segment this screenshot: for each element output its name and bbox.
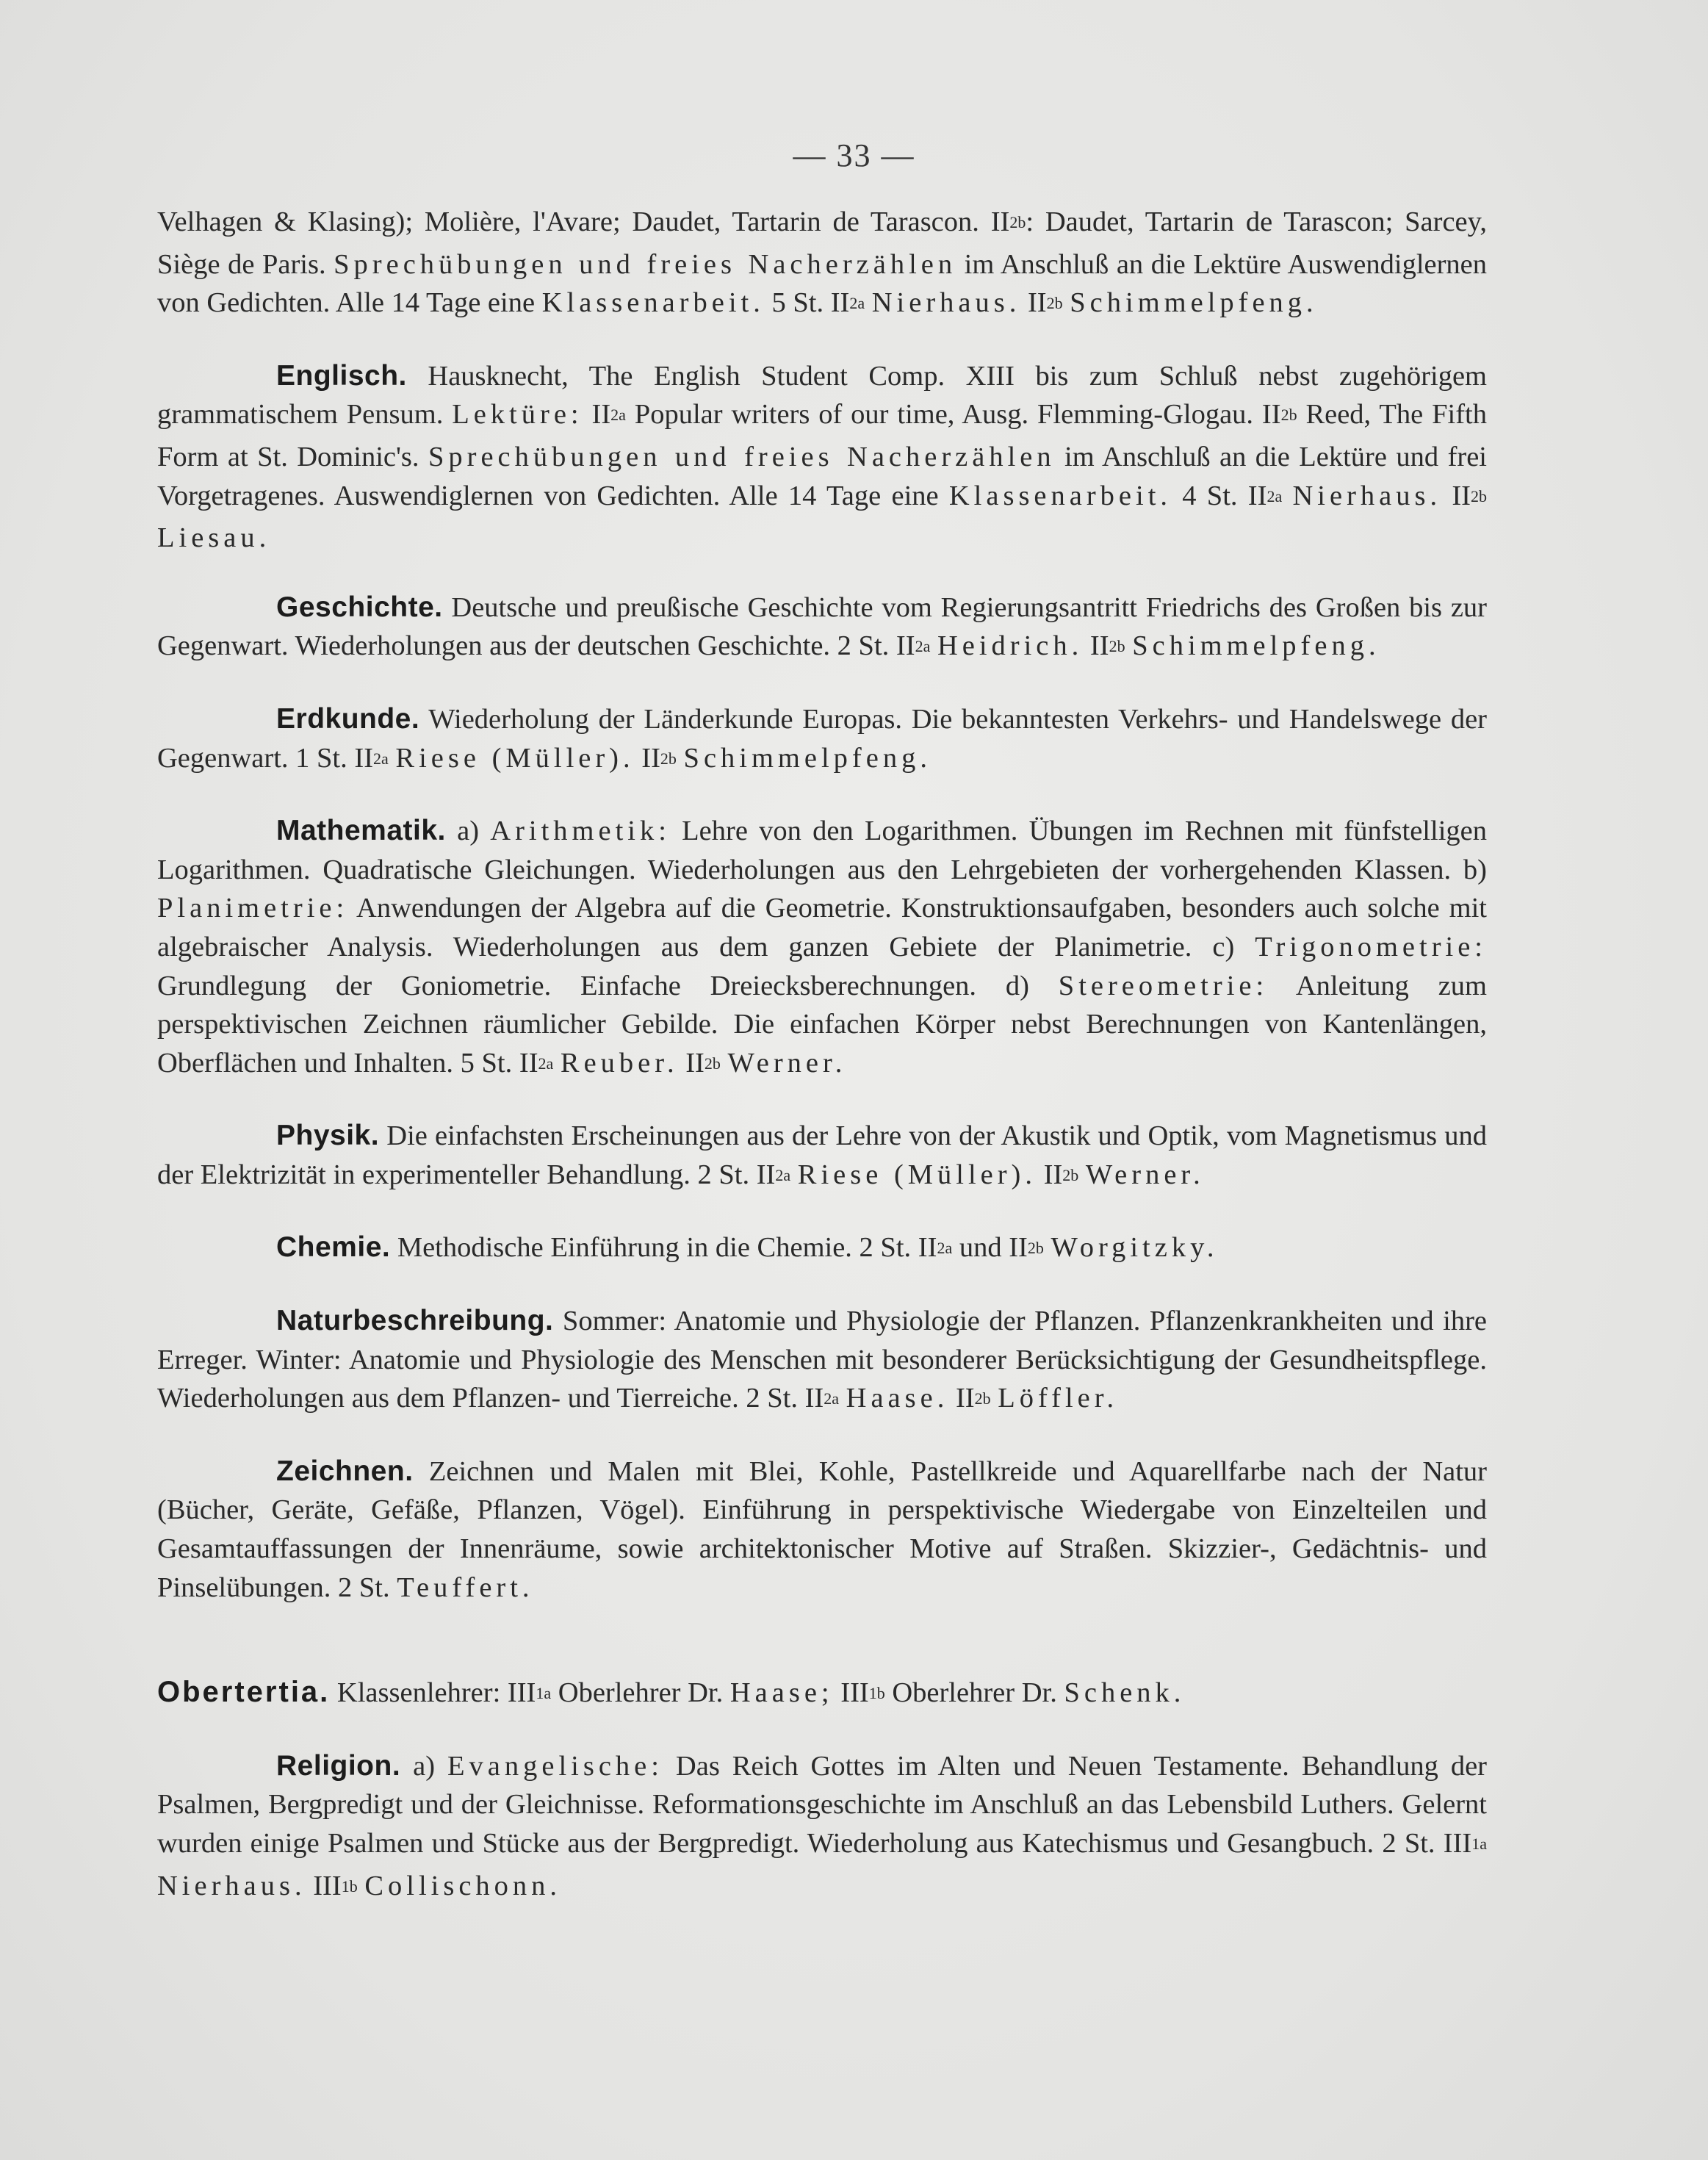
class-label: 2a [775,1165,791,1184]
text-run: II [1083,630,1109,662]
paragraph-mathematik [157,812,1487,1086]
section-heading-chemie: Chemie. [276,1231,391,1264]
spaced-text: Trigonometrie: [1255,931,1487,962]
class-label: 2b [974,1389,991,1408]
text-run: Oberlehrer Dr. [551,1677,730,1709]
teacher-name: Collischonn. [364,1870,562,1901]
teacher-name: Werner. [727,1047,847,1079]
class-label: 1b [341,1876,358,1896]
spaced-text: Sprechübungen und freies Nacherzählen [334,248,957,280]
section-heading-englisch: Englisch. [276,359,407,392]
text-run: a) [400,1750,448,1782]
text-run: II [1037,1159,1063,1190]
spaced-text: Sprechübungen und freies Nacherzählen [428,441,1056,472]
text-run: im Anschluß an die Lektüre Auswendiglernen von Gedichten. Alle 14 Tage eine [157,248,1488,319]
class-label: 2a [915,637,931,656]
class-heading-obertertia [157,1673,1487,1716]
text-run: Wiederholung der Länderkunde Europas. Die bekanntesten Verkehrs- und Handelswege der Gegenwart. 1 St. II [157,703,1487,774]
teacher-name: Haase. [846,1383,949,1414]
text-run: Reed, The Fifth Form at St. Dominic's. [157,399,1487,472]
text-run: im Anschluß an die Lektüre und frei Vorgetragenes. Auswendiglernen von Gedichten. Alle 14 Tage eine [157,441,1488,511]
text-run: a) [445,816,491,847]
class-label: 2b [1027,1239,1044,1258]
class-label: 2b [1046,294,1063,313]
class-label: 2a [849,294,865,313]
spaced-text: Arithmetik: [490,816,671,847]
text-run: Deutsche und preußische Geschichte vom Regierungsantritt Friedrichs des Großen bis zur Gegenwart. Wiederholungen aus der deutschen Geschichte. 2 St. II [157,591,1487,662]
class-label: 2b [1109,637,1125,656]
teacher-name: Liesau. [157,522,271,554]
text-run: Zeichnen und Malen mit Blei, Kohle, Pastellkreide und Aquarellfarbe nach der Natur (Bücher, Geräte, Gefäße, Pflanzen, Vögel). Einführung in perspektivische Wiedergabe von Einzelteilen und Gesamtauffassungen der Innenräume, sowie architektonischer Motive auf Straßen. Skizzier-, Gedächtnis- und Pinselübungen. 2 St. [157,1455,1487,1603]
teacher-name: Werner. [1085,1159,1205,1190]
spaced-text: Planimetrie: [157,893,349,924]
text-run: II [948,1383,975,1414]
class-label: 2b [704,1054,721,1073]
teacher-name: Löffler. [998,1383,1119,1414]
page-number: — 33 — [793,137,915,173]
paragraph-englisch [157,357,1487,558]
text-run: II [583,399,611,431]
teacher-name: Schimmelpfeng. [1070,287,1318,319]
teacher-name: Teuffert. [397,1572,534,1603]
class-label: 2a [1266,486,1283,505]
text-run: III [833,1677,869,1709]
spaced-text: Stereometrie: [1058,970,1269,1001]
section-heading-religion: Religion. [276,1749,401,1782]
text-run: Sommer: Anatomie und Physiologie der Pflanzen. Pflanzenkrankheiten und ihre Erreger. Winter: Anatomie und Physiologie des Menschen mit besonderer Berücksichtigung der Gesundheitspflege. Wiederholungen aus dem Pflanzen- und Tierreiche. 2 St. II [157,1306,1487,1414]
text-run: Hausknecht, The English Student Comp. XIII bis zum Schluß nebst zugehörigem grammatischem Pensum. [157,360,1487,431]
text-run: Methodische Einführung in die Chemie. 2 St. II [390,1232,937,1264]
text-run: Velhagen & Klasing); Molière, l'Avare; Daudet, Tartarin de Tarascon. II [157,206,1010,237]
teacher-name: Schenk. [1064,1677,1186,1709]
text-column [157,203,1487,1909]
class-label: 1a [536,1684,552,1703]
class-label: 2b [1471,486,1487,505]
spaced-text: Evangelische: [447,1750,663,1782]
section-heading-physik: Physik. [276,1120,380,1152]
paragraph-physik [157,1117,1487,1198]
spaced-text: Klassenarbeit. [541,287,765,319]
class-label: 2b [660,749,677,768]
text-run: und II [952,1232,1028,1264]
text-run: III [306,1870,342,1901]
text-run: Anleitung zum perspektivischen Zeichnen räumlicher Gebilde. Die einfachen Körper nebst Berechnungen von Kantenlängen, Oberflächen und Inhalten. 5 St. II [157,970,1487,1079]
paragraph-religion [157,1747,1487,1909]
section-heading-naturbeschreibung: Naturbeschreibung. [276,1305,554,1337]
paragraph-zeichnen [157,1452,1487,1607]
section-heading-obertertia: Obertertia. [157,1676,331,1709]
class-label: 2a [373,749,389,768]
teacher-name: Schimmelpfeng. [683,742,932,774]
teacher-name: Riese (Müller). [395,742,635,774]
text-run: : Daudet, Tartarin de Tarascon; Sarcey, Siège de Paris. [157,206,1488,280]
text-run: Die einfachsten Erscheinungen aus der Lehre von der Akustik und Optik, vom Magnetismus und der Elektrizität in experimenteller Behandlung. 2 St. II [157,1120,1487,1190]
class-label: 2a [824,1389,840,1408]
paragraph-deutsch-continued [157,203,1487,326]
section-heading-zeichnen: Zeichnen. [276,1455,414,1487]
text-run: II [1020,287,1047,319]
class-label: 2a [538,1054,554,1073]
class-label: 2a [937,1239,953,1258]
text-run: II [678,1047,705,1079]
paragraph-geschichte [157,588,1487,669]
teacher-name: Nierhaus. [871,287,1021,319]
paragraph-chemie [157,1228,1487,1271]
class-label: 1b [868,1684,885,1703]
class-label: 1a [1471,1835,1487,1853]
class-label: 2a [610,406,626,425]
paragraph-erdkunde [157,700,1487,781]
text-run: Popular writers of our time, Ausg. Flemming-Glogau. II [625,399,1281,431]
text-run: Klassenlehrer: III [330,1677,536,1709]
section-heading-erdkunde: Erdkunde. [276,702,420,735]
section-heading-geschichte: Geschichte. [276,591,443,623]
text-run: II [634,742,660,774]
text-run: 4 St. II [1172,480,1267,511]
teacher-name: Nierhaus. [1292,480,1442,511]
paragraph-naturbeschreibung [157,1302,1487,1422]
teacher-name: Heidrich. [937,630,1084,662]
text-run: Das Reich Gottes im Alten und Neuen Testamente. Behandlung der Psalmen, Bergpredigt und der Gleichnisse. Reformationsgeschichte im Anschluß an das Lebensbild Luthers. Gelernt wurden einige Psalmen und Stücke aus der Bergpredigt. Wiederholung aus Katechismus und Gesangbuch. 2 St. III [157,1750,1487,1859]
teacher-name: Haase; [729,1677,834,1709]
class-label: 2b [1009,213,1026,231]
teacher-name: Reuber. [560,1047,679,1079]
class-label: 2b [1280,406,1297,425]
teacher-name: Riese (Müller). [797,1159,1037,1190]
text-run: 5 St. II [764,287,850,319]
teacher-name: Worgitzky. [1051,1232,1219,1264]
teacher-name: Nierhaus. [157,1870,306,1901]
text-run: Grundlegung der Goniometrie. Einfache Dreiecksberechnungen. d) [157,970,1059,1001]
class-label: 2b [1062,1165,1079,1184]
text-run: II [1441,480,1471,511]
spaced-text: Lektüre: [452,399,583,431]
section-heading-mathematik: Mathematik. [276,815,446,847]
text-run: Oberlehrer Dr. [884,1677,1064,1709]
spaced-text: Klassenarbeit. [948,480,1172,511]
text-run: Anwendungen der Algebra auf die Geometrie. Konstruktionsaufgaben, besonders auch solche mit algebraischer Analysis. Wiederholungen aus dem ganzen Gebiete der Planimetrie. c) [157,893,1487,962]
teacher-name: Schimmelpfeng. [1132,630,1380,662]
text-run: Lehre von den Logarithmen. Übungen im Rechnen mit fünfstelligen Logarithmen. Quadratische Gleichungen. Wiederholungen aus den Lehrgebieten der vorhergehenden Klassen. b) [157,816,1487,885]
